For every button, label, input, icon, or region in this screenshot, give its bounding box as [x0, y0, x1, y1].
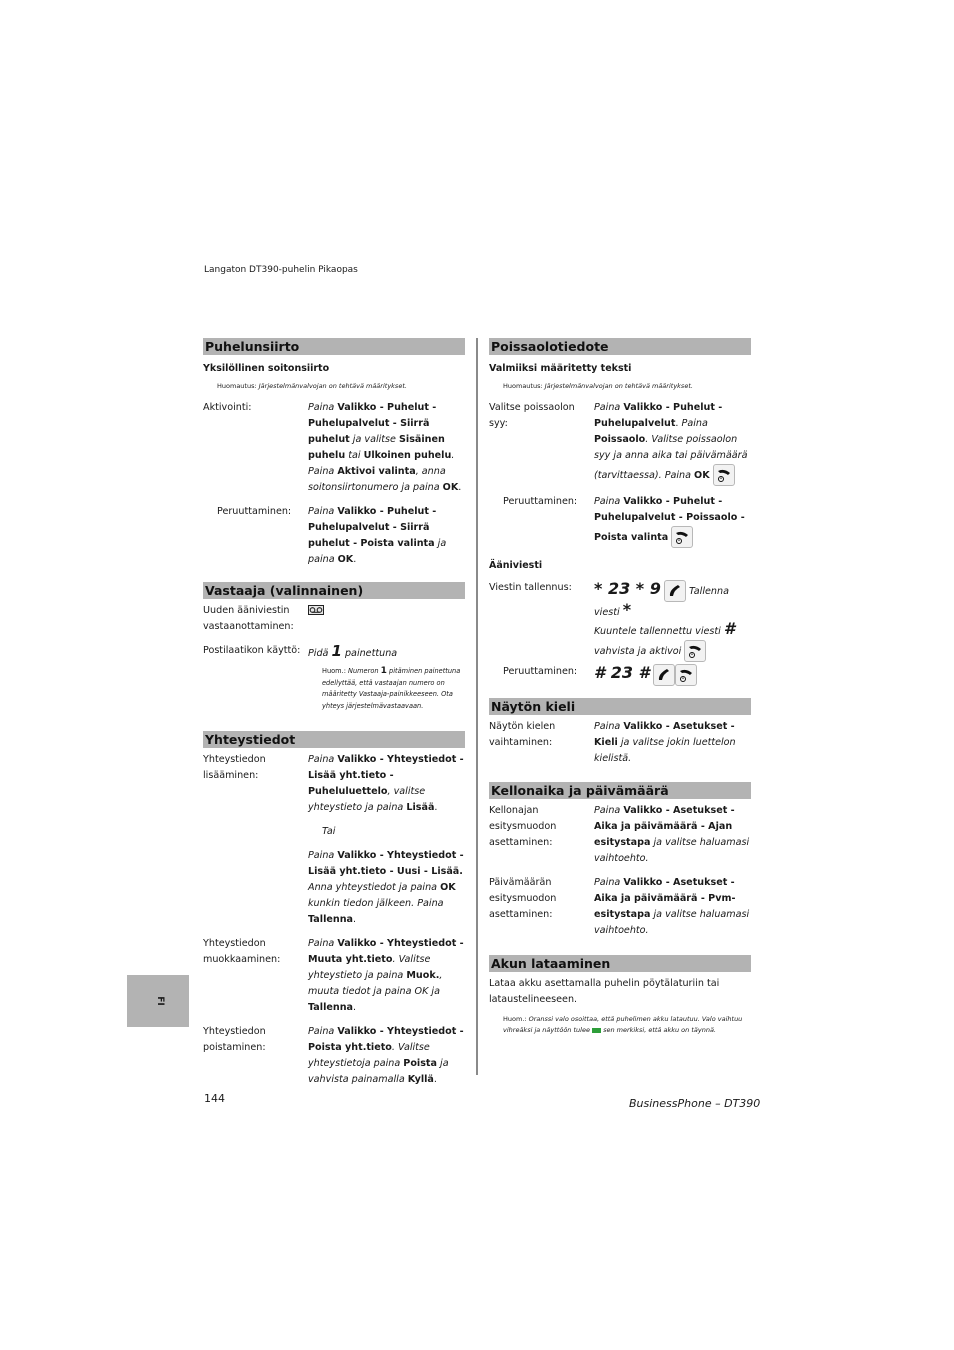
instruction-text: Valikko - Yhteystiedot - Muuta yht.tieto: [308, 938, 464, 965]
instruction-text: Valikko - Asetukset - Kieli: [594, 721, 735, 748]
instruction-text: Tallenna: [308, 1002, 353, 1013]
instruction-text: Poista: [403, 1058, 437, 1069]
note-puhelunsiirto: [203, 381, 465, 392]
instruction-text: .: [353, 914, 357, 925]
instruction-text: Paina: [594, 402, 624, 413]
text: Kuuntele tallennettu viesti: [594, 626, 724, 637]
right-column: [489, 338, 751, 1036]
code-record: * 23 * 9: [594, 579, 661, 598]
row-label: Peruuttaminen:: [503, 666, 578, 677]
row-label: Peruuttaminen:: [503, 496, 578, 507]
instruction-text: Aktivoi valinta: [337, 466, 416, 477]
note-text: Numeron: [345, 667, 381, 675]
instruction-text: Valikko - Yhteystiedot - Poista yht.tieto: [308, 1026, 464, 1053]
row-absence-reason: [489, 400, 751, 486]
row-language: [489, 719, 751, 767]
row-edit-contact: [203, 936, 465, 1016]
row-label: Yhteystiedon lisääminen:: [203, 754, 266, 781]
instruction-text: , anna soitonsiirtonumero ja paina: [308, 466, 446, 493]
instruction-text: Paina: [594, 805, 624, 816]
end-call-key-icon: [675, 664, 697, 686]
text: Pidä: [308, 648, 332, 659]
row-cancel-message: [489, 664, 751, 686]
row-instructions: [308, 848, 465, 928]
instruction-text: .: [434, 802, 438, 813]
end-call-key-icon: [671, 526, 693, 548]
instruction-text: tai: [345, 450, 364, 461]
section-header-nayton-kieli: Näytön kieli: [489, 698, 751, 715]
instruction-text: . Valitse poissaolon syy ja anna aika tai päivämäärä (tarvittaessa). Paina: [594, 434, 748, 481]
instruction-text: .: [675, 418, 679, 429]
subheading-aaniviesti: Ääniviesti: [489, 560, 543, 571]
instruction-text: .: [433, 1074, 437, 1085]
call-key-icon: [664, 580, 686, 602]
section-header-yhteystiedot: Yhteystiedot: [203, 731, 465, 748]
instruction-text: .: [353, 1002, 357, 1013]
row-label: Näytön kielen vaihtaminen:: [489, 721, 556, 748]
instruction-text: Paina: [594, 496, 624, 507]
instruction-text: , valitse yhteystieto ja paina: [308, 786, 426, 813]
instruction-text: ja paina: [308, 538, 447, 565]
instruction-text: Paina: [308, 1026, 338, 1037]
end-call-key-icon: [713, 464, 735, 486]
left-column: [203, 338, 465, 1088]
instruction-text: Valikko - Asetukset - Aika ja päivämäärä - Pvm-esitystapa: [594, 877, 736, 920]
instruction-text: Valikko - Yhteystiedot - Lisää yht.tieto - Uusi - Lisää.: [308, 850, 464, 877]
note-label: Huom.:: [503, 1015, 527, 1023]
language-side-tab: [127, 975, 189, 1027]
text: painettuna: [341, 648, 398, 659]
section-header-vastaaja: Vastaaja (valinnainen): [203, 582, 465, 599]
column-divider: [476, 338, 478, 1075]
subheading-valmiiksi: Valmiiksi määritetty teksti: [489, 363, 632, 374]
instruction-text: Tallenna: [308, 914, 353, 925]
section-header-poissaolotiedote: Poissaolotiedote: [489, 338, 751, 355]
instruction-text: OK: [694, 470, 710, 481]
instruction-text: Paina: [308, 938, 338, 949]
section-header-puhelunsiirto: Puhelunsiirto: [203, 338, 465, 355]
note-text: Oranssi valo osoittaa, että puhelimen akku latautuu. Valo vaihtuu vihreäksi ja näyttöön tulee: [503, 1015, 743, 1034]
row-instructions: [308, 752, 465, 816]
text: Tallenna viesti: [594, 586, 729, 618]
row-label: Postilaatikon käyttö:: [203, 645, 301, 656]
row-label: Päivämäärän esitysmuodon asettaminen:: [489, 877, 557, 920]
row-add-contact: [203, 752, 465, 816]
note-text: Järjestelmänvalvojan on tehtävä määritykset.: [258, 382, 407, 390]
end-call-key-icon: [684, 640, 706, 662]
instruction-text: Paina: [678, 418, 708, 429]
note-battery: [489, 1014, 743, 1036]
instruction-text: kunkin tiedon jälkeen. Paina: [308, 898, 444, 909]
page-number: 144: [204, 1092, 225, 1105]
instruction-text: Ulkoinen puhelu: [363, 450, 452, 461]
note-label: Huomautus:: [217, 382, 257, 390]
row-time-format: [489, 803, 751, 867]
instruction-text: Kyllä: [407, 1074, 434, 1085]
instruction-text: Poissaolo: [594, 434, 646, 445]
instruction-text: Paina: [308, 402, 338, 413]
instruction-text: Valikko - Puhelut - Puhelupalvelut - Siirrä puhelut - Poista valinta: [308, 506, 437, 549]
note-poissaolo: [489, 381, 751, 392]
row-label: Yhteystiedon poistaminen:: [203, 1026, 266, 1053]
battery-full-icon: [592, 1028, 601, 1033]
row-label: Aktivointi:: [203, 402, 252, 413]
row-mailbox: [203, 643, 465, 662]
row-date-format: [489, 875, 751, 939]
note-label: Huom.:: [322, 667, 346, 675]
instruction-text: . Valitse yhteystietoja paina: [308, 1042, 430, 1069]
instruction-text: Paina: [308, 506, 338, 517]
or-text: Tai: [322, 826, 336, 837]
row-label: Kellonajan esitysmuodon asettaminen:: [489, 805, 557, 848]
row-instructions: [308, 936, 465, 1016]
footer-brand: BusinessPhone – DT390: [629, 1097, 761, 1110]
row-label: Valitse poissaolon syy:: [489, 402, 575, 429]
row-delete-contact: [203, 1024, 465, 1088]
row-peruuttaminen: [203, 504, 465, 568]
instruction-text: OK: [442, 482, 459, 493]
instruction-text: .: [458, 482, 462, 493]
instruction-text: Paina: [308, 850, 338, 861]
section-header-akun-lataaminen: Akun lataaminen: [489, 955, 751, 972]
subheading-soitonsiirto: Yksilöllinen soitonsiirto: [203, 363, 330, 374]
row-instructions: [594, 875, 751, 939]
instruction-text: Muok.: [406, 970, 440, 981]
instruction-text: , muuta tiedot ja paina OK ja: [308, 970, 443, 997]
note-text: pitäminen painettuna edellyttää, että vastaajan numero on määritetty Vastaaja-painikkeeseen. Ota yhteys järjestelmävastaavaan.: [322, 667, 461, 710]
voicemail-icon: [308, 605, 324, 615]
side-tab-label: FI: [155, 996, 165, 1006]
row-label: Yhteystiedon muokkaaminen:: [203, 938, 281, 965]
instruction-text: Valikko - Puhelut - Puhelupalvelut: [594, 402, 723, 429]
key-1: 1: [380, 666, 387, 676]
row-label: Uuden ääniviestin vastaanottaminen:: [203, 605, 294, 632]
note-text: sen merkiksi, että akku on täynnä.: [601, 1026, 717, 1034]
star-key: *: [622, 600, 632, 619]
instruction-text: Valikko - Yhteystiedot - Lisää yht.tieto - Puheluluettelo: [308, 754, 464, 797]
instruction-text: Paina: [594, 877, 624, 888]
instruction-text: ja valitse jokin luettelon kielistä.: [594, 737, 736, 764]
note-text: Järjestelmänvalvojan on tehtävä määritykset.: [544, 382, 693, 390]
instruction-text: . Paina: [308, 450, 455, 477]
instruction-text: Valikko - Puhelut - Puhelupalvelut - Poissaolo - Poista valinta: [594, 496, 745, 543]
row-label: Viestin tallennus:: [489, 582, 572, 593]
row-instructions: [308, 504, 465, 568]
row-instructions: [594, 719, 751, 767]
row-instructions: [308, 1024, 465, 1088]
instruction-text: ja vahvista painamalla: [308, 1058, 449, 1085]
instruction-text: OK: [440, 882, 456, 893]
section-header-kellonaika: Kellonaika ja päivämäärä: [489, 782, 751, 799]
instruction-text: .: [353, 554, 357, 565]
row-label: Peruuttaminen:: [217, 506, 292, 517]
instruction-text: ja valitse: [349, 434, 399, 445]
row-aktivointi: [203, 400, 465, 496]
hash-key: #: [723, 619, 736, 638]
note-label: Huomautus:: [503, 382, 543, 390]
row-instructions: [308, 400, 465, 496]
row-instructions: [594, 803, 751, 867]
instruction-text: ja valitse haluamasi vaihtoehto.: [594, 837, 750, 864]
battery-text: Lataa akku asettamalla puhelin pöytälaturiin tai lataustelineeseen.: [489, 978, 720, 1005]
row-record-message: [489, 580, 751, 662]
instruction-text: Paina: [308, 754, 338, 765]
code-cancel: # 23 #: [594, 663, 650, 682]
instruction-text: Sisäinen puhelu: [308, 434, 445, 461]
instruction-text: Lisää: [406, 802, 435, 813]
note-vastaaja: [322, 666, 465, 712]
row-absence-cancel: [489, 494, 751, 548]
running-header: Langaton DT390-puhelin Pikaopas: [204, 265, 358, 275]
text: vahvista ja aktivoi: [594, 646, 682, 657]
row-instructions: [594, 496, 745, 543]
instruction-text: Paina: [594, 721, 624, 732]
instruction-text: ja valitse haluamasi vaihtoehto.: [594, 909, 750, 936]
instruction-text: . Valitse yhteystieto ja paina: [308, 954, 431, 981]
instruction-text: Anna yhteystiedot ja paina: [308, 882, 441, 893]
instruction-text: Valikko - Asetukset - Aika ja päivämäärä - Ajan esitystapa: [594, 805, 735, 848]
instruction-text: OK: [337, 554, 354, 565]
instruction-text: Valikko - Puhelut - Puhelupalvelut - Siirrä puhelut: [308, 402, 437, 445]
key-1: 1: [331, 642, 342, 660]
call-key-icon: [653, 664, 675, 686]
row-new-voicemail: [203, 603, 465, 635]
